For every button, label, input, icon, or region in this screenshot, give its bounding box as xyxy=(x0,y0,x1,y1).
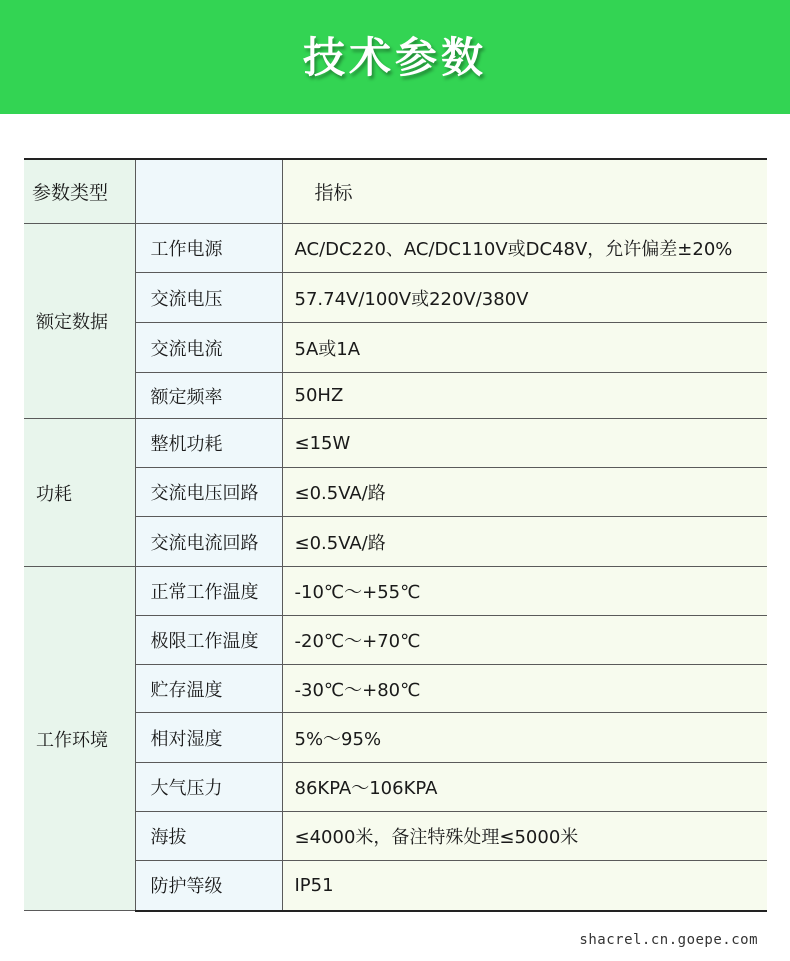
table-row xyxy=(24,616,767,665)
param-value: 57.74V/100V或220V/380V xyxy=(282,273,767,323)
param-value: ≤4000米，备注特殊处理≤5000米 xyxy=(282,812,767,861)
param-name: 海拔 xyxy=(135,812,282,861)
table-row xyxy=(24,323,767,373)
param-value: -10℃～+55℃ xyxy=(282,567,767,616)
table-row xyxy=(24,567,767,616)
param-name: 正常工作温度 xyxy=(135,567,282,616)
table-row xyxy=(24,273,767,323)
title-banner xyxy=(0,0,790,114)
param-name: 贮存温度 xyxy=(135,665,282,713)
param-value: 5%～95% xyxy=(282,713,767,763)
param-name: 交流电流 xyxy=(135,323,282,373)
param-name: 交流电压 xyxy=(135,273,282,323)
table-row xyxy=(24,373,767,419)
param-value: ≤15W xyxy=(282,419,767,468)
param-value: 50HZ xyxy=(282,373,767,419)
param-value: AC/DC220、AC/DC110V或DC48V，允许偏差±20% xyxy=(282,224,767,273)
category-working-environment: 工作环境 xyxy=(24,567,135,911)
param-value: 5A或1A xyxy=(282,323,767,373)
table-row xyxy=(24,763,767,812)
param-value: -20℃～+70℃ xyxy=(282,616,767,665)
param-name: 整机功耗 xyxy=(135,419,282,468)
category-power-consumption: 功耗 xyxy=(24,419,135,567)
table-row xyxy=(24,812,767,861)
param-name: 极限工作温度 xyxy=(135,616,282,665)
param-value: -30℃～+80℃ xyxy=(282,665,767,713)
header-category: 参数类型 xyxy=(24,159,135,224)
param-name: 额定频率 xyxy=(135,373,282,419)
page-title: 技术参数 xyxy=(302,33,487,82)
table-row xyxy=(24,713,767,763)
table-row xyxy=(24,419,767,468)
header-sub xyxy=(135,159,282,224)
param-name: 相对湿度 xyxy=(135,713,282,763)
table-row xyxy=(24,861,767,911)
param-value: 86KPA～106KPA xyxy=(282,763,767,812)
param-value: ≤0.5VA/路 xyxy=(282,468,767,517)
param-name: 大气压力 xyxy=(135,763,282,812)
header-value: 指标 xyxy=(282,159,767,224)
param-name: 防护等级 xyxy=(135,861,282,911)
table-row xyxy=(24,517,767,567)
param-name: 工作电源 xyxy=(135,224,282,273)
watermark-url: shacrel.cn.goepe.com xyxy=(579,932,758,948)
spec-table xyxy=(24,158,767,912)
table-row xyxy=(24,665,767,713)
table-header-row xyxy=(24,159,767,224)
param-name: 交流电压回路 xyxy=(135,468,282,517)
param-name: 交流电流回路 xyxy=(135,517,282,567)
param-value: ≤0.5VA/路 xyxy=(282,517,767,567)
table-row xyxy=(24,224,767,273)
category-rated-data: 额定数据 xyxy=(24,224,135,419)
table-row xyxy=(24,468,767,517)
param-value: IP51 xyxy=(282,861,767,911)
